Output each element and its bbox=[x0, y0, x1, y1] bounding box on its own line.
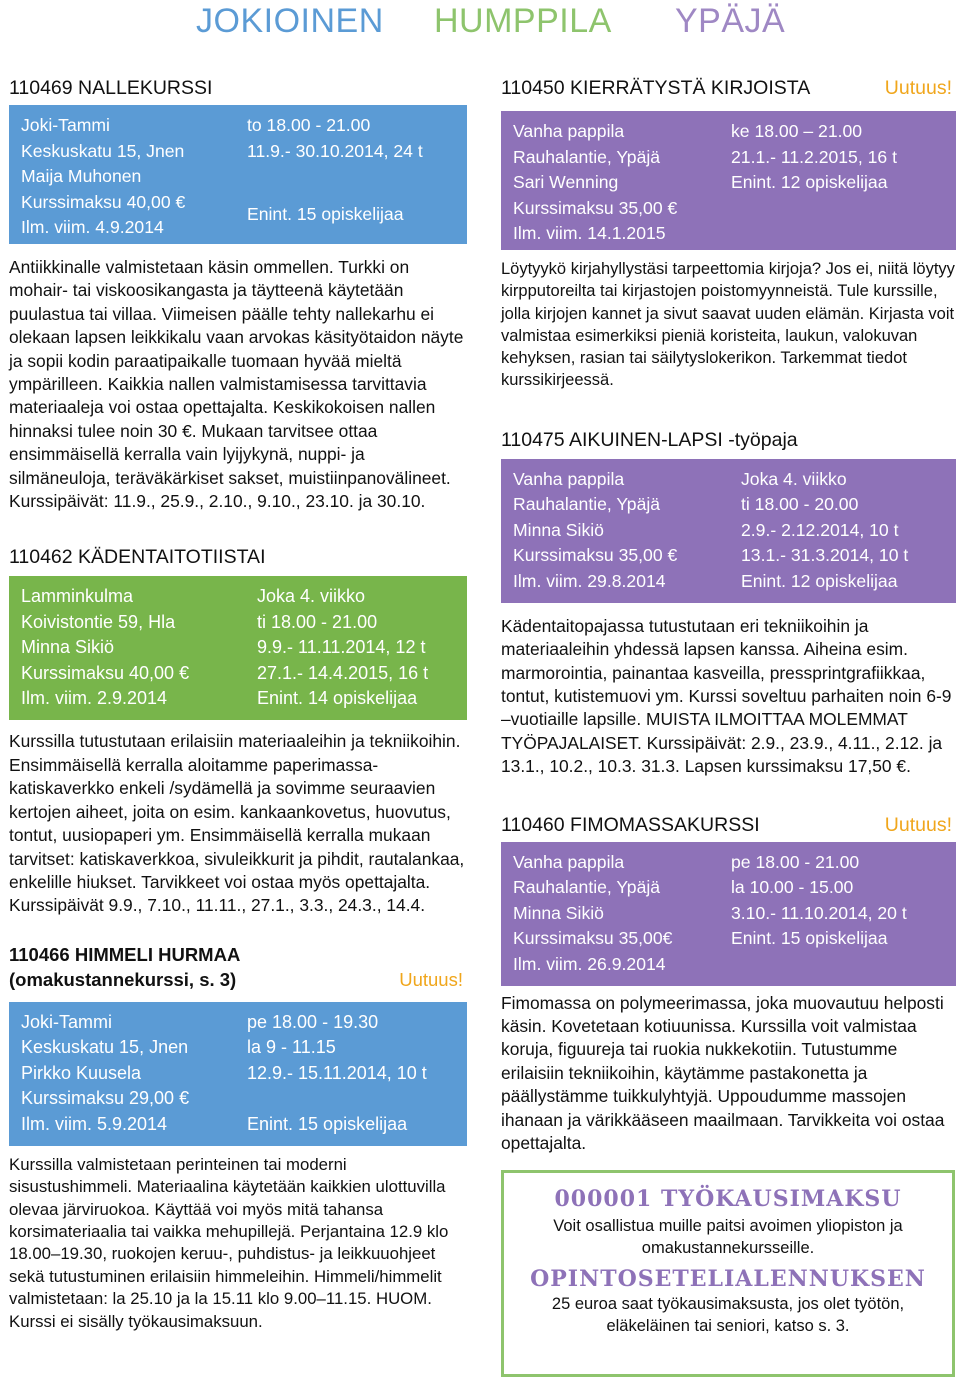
info-box-kaden bbox=[9, 576, 467, 720]
info-left: Keskuskatu 15, Jnen bbox=[21, 140, 185, 161]
info-box-aikuinen bbox=[501, 459, 956, 603]
info-right: ti 18.00 - 20.00 bbox=[741, 494, 859, 515]
info-right: Enint. 15 opiskelijaa bbox=[247, 203, 404, 224]
info-left: Kurssimaksu 35,00€ bbox=[513, 928, 673, 949]
course-title-nalle: 110469 NALLEKURSSI bbox=[9, 77, 213, 99]
page-header bbox=[0, 0, 960, 46]
info-right: Enint. 12 opiskelijaa bbox=[731, 172, 888, 192]
info-right: Enint. 12 opiskelijaa bbox=[741, 570, 898, 591]
info-left: Koivistontie 59, Hla bbox=[21, 611, 176, 632]
header-jokioinen: JOKIOINEN bbox=[196, 2, 384, 40]
info-left: Kurssimaksu 35,00 € bbox=[513, 197, 678, 218]
promo-title-tyokausimaksu: 000001 TYÖKAUSIMAKSU bbox=[554, 1186, 902, 1212]
info-right: la 9 - 11.15 bbox=[247, 1037, 336, 1058]
himmeli-title-line1: 110466 HIMMELI HURMAA bbox=[9, 943, 241, 965]
himmeli-title-line2: (omakustannekurssi, s. 3) bbox=[9, 968, 237, 990]
info-right: 21.1.- 11.2.2015, 16 t bbox=[731, 146, 897, 167]
info-left: Vanha pappila bbox=[513, 468, 625, 489]
info-right: Joka 4. viikko bbox=[257, 586, 366, 607]
course-title-kierr bbox=[501, 76, 956, 101]
promo-text-1: Voit osallistua muille paitsi avoimen yliopiston ja omakustannekursseille. bbox=[553, 1217, 903, 1257]
info-left: Ilm. viim. 2.9.2014 bbox=[21, 688, 168, 709]
info-right: 11.9.- 30.10.2014, 24 t bbox=[247, 140, 423, 161]
info-right: 2.9.- 2.12.2014, 10 t bbox=[741, 519, 899, 540]
info-left: Joki-Tammi bbox=[21, 115, 110, 135]
info-right: ti 18.00 - 21.00 bbox=[257, 611, 378, 632]
fimo-title-text: 110460 FIMOMASSAKURSSI bbox=[501, 813, 760, 836]
info-right: pe 18.00 - 19.30 bbox=[247, 1011, 379, 1032]
info-left: Ilm. viim. 14.1.2015 bbox=[513, 223, 666, 243]
course-desc-kierr: Löytyykö kirjahyllystäsi tarpeettomia kirjoja? Jos ei, niitä löytyy kirpputoreilta tai kirjastojen poistomyynneistä. Tule kurssille, jolla kirjojen kannet ja sivut saavat uuden elämän. Kirjasta voit valmistaa esimerkiksi pieniä koristeita, laukun, valokuvan kehyksen, rasian tai säilytyslokerikon. Tarkemmat tiedot kurssikirjeessä. bbox=[501, 260, 955, 390]
info-right: 13.1.- 31.3.2014, 10 t bbox=[741, 545, 909, 566]
course-desc-fimo: Fimomassa on polymeerimassa, joka muovautuu helposti käsin. Kovetetaan kotiuunissa. Kurssilla voit valmistaa koruja, figuureja tai ruokia nukkekotiin. Tutustumme erilaisiin tekniikoihin, käytämme pastakonetta ja päällystämme tuikkulyhtyjä. Uppoudumme massojen ihanaan ja värikkääseen maailmaan. Tarvikkeita voi ostaa opettajalta. bbox=[501, 992, 945, 1154]
course-title-himmeli bbox=[9, 942, 467, 992]
left-column bbox=[9, 76, 467, 1333]
info-left: Joki-Tammi bbox=[21, 1011, 113, 1032]
header-humppila: HUMPPILA bbox=[434, 2, 612, 40]
info-right: la 10.00 - 15.00 bbox=[731, 877, 854, 898]
new-badge: Uutuus! bbox=[884, 813, 952, 836]
info-left: Minna Sikiö bbox=[513, 902, 604, 923]
header-ypaja: YPÄJÄ bbox=[675, 2, 786, 40]
info-right: 12.9.- 15.11.2014, 10 t bbox=[247, 1062, 427, 1083]
info-right: Enint. 15 opiskelijaa bbox=[247, 1113, 408, 1134]
promo-box bbox=[501, 1170, 955, 1377]
info-left: Sari Wenning bbox=[513, 172, 619, 192]
info-left: Lamminkulma bbox=[21, 586, 134, 607]
info-left: Kurssimaksu 40,00 € bbox=[21, 662, 190, 683]
info-right: Enint. 14 opiskelijaa bbox=[257, 688, 418, 709]
info-left: Vanha pappila bbox=[513, 121, 625, 141]
course-desc-nalle: Antiikkinalle valmistetaan käsin ommellen. Turkki on mohair- tai viskoosikangasta ja täytteenä käytetään puulastua tai villaa. Viimeisen päälle tehty nallekarhu ei olekaan lapsen leikkikalu vaan arvokas käsityötaidon näyte ja sopii kodin paraatipaikalle tuomaan hyvää mieltä ympärilleen. Kaikkia nallen valmistamisessa tarvittavia materiaaleja voi ostaa opettajalta. Keskikokoisen nallen hinnaksi tulee noin 30 €. Mukaan tarvitsee ottaa ensimmäisellä kerralla vain lyijykynä, nuppi- ja silmäneuloja, teräväkärkiset sakset, muistiinpanovälineet. Kurssipäivät: 11.9., 25.9., 2.10., 9.10., 23.10. ja 30.10. bbox=[9, 257, 464, 512]
info-left: Kurssimaksu 40,00 € bbox=[21, 191, 186, 212]
course-title-aikuinen: 110475 AIKUINEN-LAPSI -työpaja bbox=[501, 428, 798, 451]
course-desc-kaden: Kurssilla tutustutaan erilaisiin materiaaleihin ja tekniikoihin. Ensimmäisellä kerralla aloitamme paperimassa-katiskaverkko enkeli /sydämellä ja sovimme seuraavien kertojen aiheet, joita on esim. kankaankovetus, huovutus, tontut, uusiopaperi ym. Ensimmäisellä kerralla mukaan tarvitset: katiskaverkkoa, sivuleikkurit ja pihdit, rautalankaa, enkelille hiukset. Tarvikkeet voi ostaa myös opettajalta. Kurssipäivät 9.9., 7.10., 11.11., 27.1., 3.3., 24.3., 14.4. bbox=[9, 731, 465, 916]
info-left: Kurssimaksu 35,00 € bbox=[513, 545, 678, 566]
info-right: 27.1.- 14.4.2015, 16 t bbox=[257, 662, 429, 683]
new-badge: Uutuus! bbox=[399, 968, 463, 990]
course-desc-himmeli: Kurssilla valmistetaan perinteinen tai moderni sisustushimmeli. Materiaalina käytetään kaikkien ulottuvilla olevaa järviruokoa. Käyttää voi myös mitä tahansa korsimateriaalia tai vaikka mehupillejä. Perjantaina 12.9 klo 18.00–19.30, ruokojen keruu-, puhdistus- ja leikkuuohjeet sekä tutustuminen erilaisiin himmeleihin. Himmeli/himmelit valmistetaan: la 25.10 ja la 15.11 klo 9.00–11.15. HUOM. Kurssi ei sisälly työkausimaksuun. bbox=[9, 1154, 449, 1331]
new-badge: Uutuus! bbox=[884, 77, 952, 99]
info-left: Ilm. viim. 4.9.2014 bbox=[21, 217, 164, 237]
info-left: Minna Sikiö bbox=[513, 519, 604, 540]
info-right: 9.9.- 11.11.2014, 12 t bbox=[257, 637, 426, 658]
promo-text-2: 25 euroa saat työkausimaksusta, jos olet työtön, eläkeläinen tai seniori, katso s. 3. bbox=[551, 1295, 905, 1335]
info-left: Maija Muhonen bbox=[21, 166, 142, 186]
info-left: Ilm. viim. 5.9.2014 bbox=[21, 1113, 168, 1134]
info-left: Ilm. viim. 26.9.2014 bbox=[513, 953, 666, 974]
info-right: Enint. 15 opiskelijaa bbox=[731, 928, 888, 949]
info-left: Minna Sikiö bbox=[21, 637, 115, 658]
info-right: pe 18.00 - 21.00 bbox=[731, 851, 860, 872]
kierr-title-text: 110450 KIERRÄTYSTÄ KIRJOISTA bbox=[501, 77, 811, 99]
info-box-fimo bbox=[501, 842, 956, 986]
info-left: Pirkko Kuusela bbox=[21, 1062, 142, 1083]
info-box-nalle bbox=[9, 105, 467, 244]
info-left: Rauhalantie, Ypäjä bbox=[513, 146, 661, 167]
info-right: ke 18.00 – 21.00 bbox=[731, 121, 863, 141]
info-left: Kurssimaksu 29,00 € bbox=[21, 1088, 190, 1109]
course-desc-aikuinen: Kädentaitopajassa tutustutaan eri tekniikoihin ja materiaaleihin yhdessä lapsen kanssa. Aiheina esim. marmorointia, painantaa kasveilla, pressprintgrafiikkaa, tontut, kutistemuovi ym. Kurssi soveltuu parhaiten noin 6-9 –vuotiaille lapsille. MUISTA ILMOITTAA MOLEMMAT TYÖPAJALAISET. Kurssipäivät: 2.9., 23.9., 4.11., 2.12. ja 13.1., 10.2., 10.3. 31.3. Lapsen kurssimaksu 17,50 €. bbox=[501, 615, 952, 777]
info-right: 3.10.- 11.10.2014, 20 t bbox=[731, 902, 907, 923]
info-left: Vanha pappila bbox=[513, 851, 625, 872]
info-left: Ilm. viim. 29.8.2014 bbox=[513, 570, 666, 591]
info-box-himmeli bbox=[9, 1002, 467, 1146]
info-right: Joka 4. viikko bbox=[741, 468, 847, 489]
right-column bbox=[501, 76, 956, 1155]
info-box-kierr bbox=[501, 111, 956, 250]
info-left: Rauhalantie, Ypäjä bbox=[513, 494, 661, 515]
promo-title-opintoseteli: OPINTOSETELIALENNUKSEN bbox=[530, 1266, 926, 1292]
info-left: Keskuskatu 15, Jnen bbox=[21, 1037, 189, 1058]
course-title-kaden: 110462 KÄDENTAITOTIISTAI bbox=[9, 546, 266, 569]
course-title-fimo bbox=[501, 813, 956, 838]
info-left: Rauhalantie, Ypäjä bbox=[513, 877, 661, 898]
info-right: to 18.00 - 21.00 bbox=[247, 115, 371, 135]
